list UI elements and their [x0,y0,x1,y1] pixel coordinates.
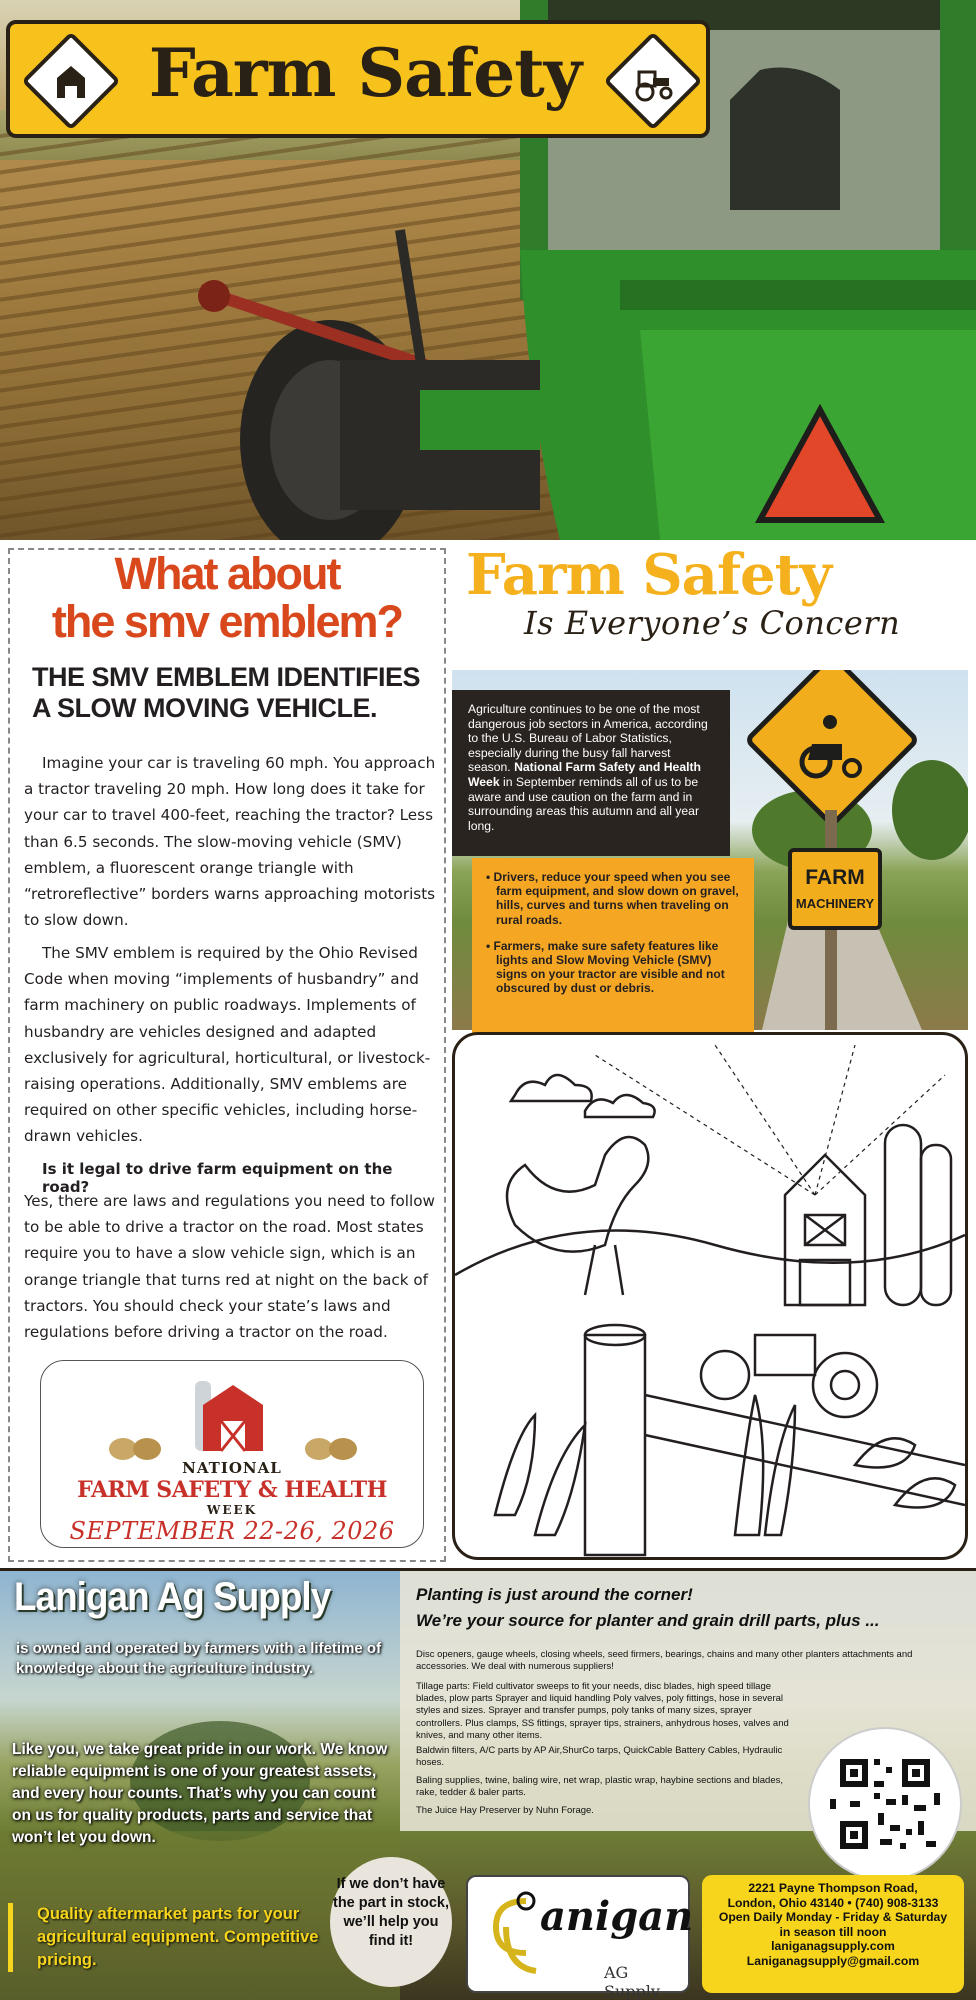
rooster-barn-drawing [455,1035,965,1557]
sign-machinery: MACHINERY [795,896,875,911]
tip-farmers: • Farmers, make sure safety features like lights and Slow Moving Vehicle (SMV) signs on your tractor are visible and not obscured by dust or debris. [486,938,725,996]
address-line: 2221 Payne Thompson Road, [748,1881,918,1895]
sign-farm: FARM [805,866,865,889]
hours-line-1: Open Daily Monday - Friday & Saturday [718,1910,948,1925]
pride-text: Like you, we take great pride in our work. We know reliable equipment is one of your greatest assets, and every hour counts. That’s why you can count on us for quality products, parts and service that won’t let you down. [12,1741,388,1846]
find-part-bubble: If we don’t have the part in stock, we’ll help you find it! [330,1857,452,1987]
smv-headline-line-2: the smv emblem? [51,596,403,647]
nfshw-dates: SEPTEMBER 22-26, 2026 [69,1517,395,1545]
tips-box [472,858,754,1054]
parts-juice: The Juice Hay Preserver by Nuhn Forage. [416,1805,594,1816]
smv-article [8,548,446,1562]
contact-box [702,1875,964,1993]
city-phone[interactable]: London, Ohio 43140 • (740) 908-3133 [727,1895,939,1910]
smv-subhead [32,662,432,724]
parts-planter: Disc openers, gauge wheels, closing wheels, seed firmers, bearings, chains and many other planters attachments and accessories. We deal with numerous suppliers! [416,1649,913,1673]
intro-box [452,690,730,856]
parts-baling: Baling supplies, twine, baling wire, net wrap, plastic wrap, haybine sections and blades, rake, tedder & baler parts. [416,1775,784,1799]
smv-subhead-line-1: THE SMV EMBLEM IDENTIFIES [32,662,421,692]
nfshw-line-2: FARM SAFETY & HEALTH [77,1477,387,1503]
intro-text: Agriculture continues to be one of the most dangerous job sectors in America, according to the U.S. Bureau of Labor Statistics, especially during the busy fall harvest season. [468,702,708,775]
parts-tillage: Tillage parts: Field cultivator sweeps to fit your needs, disc blades, high speed tillage blades, plow parts Sprayer and liquid handling Poly valves, poly fittings, hose in several styles and sizes. Sprayer and transfer pumps, poly tanks of many sizes, sprayer controllers. Plus clamps, SS fittings, sprayer tips, strainers, anhydrous hoses, valves and knives, and many other items. [416,1681,789,1741]
smv-paragraph-1 [24,750,438,933]
tip-drivers: • Drivers, reduce your speed when you see farm equipment, and slow down on gravel, hills, curves and turns when traveling on rural roads. [486,870,739,927]
intro-bold: National Farm Safety and Health Week [468,760,701,789]
lanigan-advertisement [0,1568,976,2000]
smv-paragraph-1-text: Imagine your car is traveling 60 mph. You approach a tractor traveling 20 mph. How long does it take for your car to travel 400-feet, reaching the tractor? Less than 6.5 seconds. The slow-moving vehicle (SMV) emblem, a fluorescent orange triangle with “retroreflective” borders warns approaching motorists to slow down. [24,754,436,930]
logo-subtext: AG Supply [604,1963,660,2000]
email-link[interactable]: Laniganagsupply@gmail.com [746,1953,920,1968]
planting-heading: Planting is just around the corner! [416,1585,693,1604]
website-link[interactable]: laniganagsupply.com [771,1939,895,1954]
hero-title: Farm Safety [148,34,582,112]
quality-text: Quality aftermarket parts for your agricultural equipment. Competitive pricing. [8,1903,332,1972]
smv-paragraph-2 [24,940,438,1150]
lanigan-logo [466,1875,694,2000]
nfshw-badge [40,1360,424,1548]
hero-photo [0,0,976,540]
concern-title: Farm Safety [466,542,832,608]
source-heading: We’re your source for planter and grain drill parts, plus ... [416,1611,880,1630]
smv-paragraph-3-text: Yes, there are laws and regulations you need to follow to be able to drive a tractor on the road. Most states require you to have a slow vehicle sign, which is an orange triangle that turns red at night on the back of tractors. You should check your state’s laws and regulations before driving a tractor on the road. [24,1192,435,1342]
barn-icon [43,54,99,110]
qr-code[interactable] [808,1727,962,1881]
parts-filters: Baldwin filters, A/C parts by AP Air,ShurCo tarps, QuickCable Battery Cables, Hydraulic hoses. [416,1745,783,1769]
smv-paragraph-3 [24,1188,438,1345]
company-name: Lanigan Ag Supply [14,1575,331,1619]
nfshw-line-1: NATIONAL [182,1459,282,1477]
concern-subtitle: Is Everyone’s Concern [524,604,901,642]
intro-rest: in September reminds all of us to be aware and use caution on the farm and in surrounding areas this autumn and all year long. [468,774,700,833]
legal-question: Is it legal to drive farm equipment on the road? [42,1160,393,1196]
hours-line-2: in season till noon [779,1924,887,1939]
qr-pattern [810,1729,960,1879]
smv-headline-line-1: What about [114,548,340,599]
smv-subhead-line-2: A SLOW MOVING VEHICLE. [32,693,378,723]
tractor-icon [625,54,681,110]
barn-silo-logo [41,1361,425,1461]
smv-paragraph-2-text: The SMV emblem is required by the Ohio Revised Code when moving “implements of husbandry” and farm machinery on public roadways. Implements of husbandry are vehicles designed and adapted exclusively for agricultural, horticultural, or livestock-raising operations. Additionally, SMV emblems are required on other specific vehicles, including horse-drawn vehicles. [24,944,431,1146]
ownership-text: is owned and operated by farmers with a lifetime of knowledge about the agriculture industry. [16,1640,382,1677]
title-banner [6,20,710,138]
coloring-page-illustration [452,1032,968,1560]
logo-wordmark: anigan [540,1893,694,1940]
smv-headline [10,550,444,646]
nfshw-line-3: WEEK [206,1503,258,1517]
